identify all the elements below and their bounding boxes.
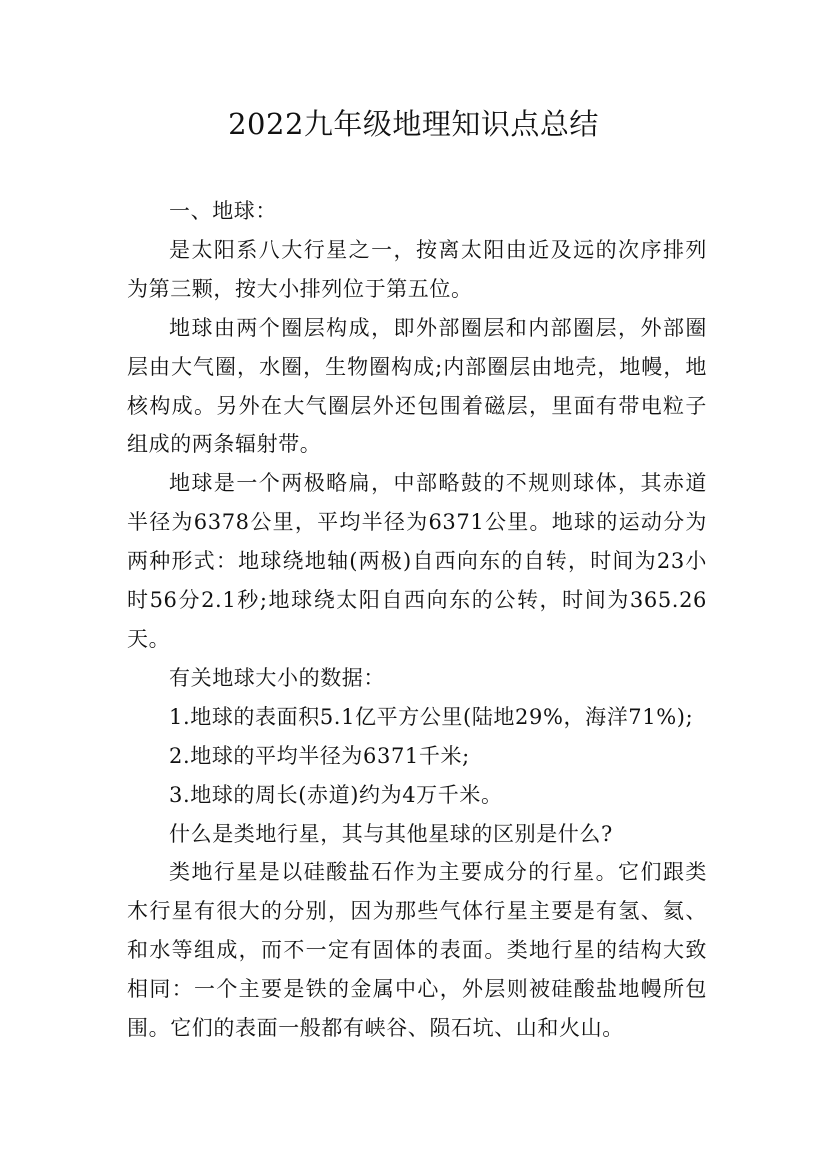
document-title: 2022九年级地理知识点总结 — [228, 107, 599, 141]
list-item-circumference: 3.地球的周长(赤道)约为4万千米。 — [169, 782, 503, 807]
document-body — [127, 192, 707, 1048]
paragraph-terrestrial-question: 什么是类地行星，其与其他星球的区别是什么? — [169, 821, 613, 846]
paragraph-earth-spheres: 地球由两个圈层构成，即外部圈层和内部圈层，外部圈层由大气圈，水圈，生物圈构成;内部圈层由地壳，地幔，地核构成。另外在大气圈层外还包围着磁层，里面有带电粒子组成的两条辐射带。 — [127, 315, 707, 457]
paragraph-earth-shape-motion: 地球是一个两极略扁，中部略鼓的不规则球体，其赤道半径为6378公里，平均半径为6371公里。地球的运动分为两种形式：地球绕地轴(两极)自西向东的自转，时间为23小时56分2.1秒;地球绕太阳自西向东的公转，时间为365.26天。 — [127, 471, 707, 651]
section-heading-earth: 一、地球： — [169, 199, 277, 223]
paragraph-earth-size-heading: 有关地球大小的数据： — [169, 665, 385, 690]
list-item-surface-area: 1.地球的表面积5.1亿平方公里(陆地29%，海洋71%); — [169, 704, 694, 729]
list-item-average-radius: 2.地球的平均半径为6371千米; — [169, 743, 470, 768]
paragraph-terrestrial-planets: 类地行星是以硅酸盐石作为主要成分的行星。它们跟类木行星有很大的分别，因为那些气体行星主要是有氢、氦、和水等组成，而不一定有固体的表面。类地行星的结构大致相同：一个主要是铁的金属中心，外层则被硅酸盐地幔所包围。它们的表面一般都有峡谷、陨石坑、山和火山。 — [127, 860, 707, 1041]
paragraph-solar-system-position: 是太阳系八大行星之一，按离太阳由近及远的次序排列为第三颗，按大小排列位于第五位。 — [127, 237, 707, 301]
